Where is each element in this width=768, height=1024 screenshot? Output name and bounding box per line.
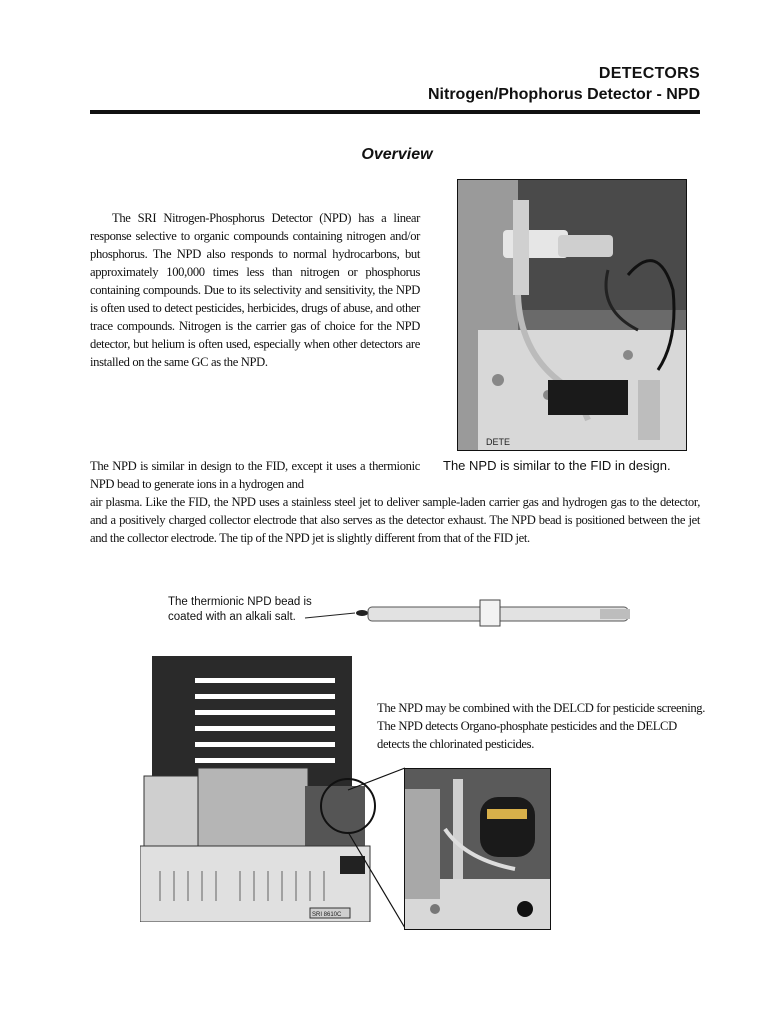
- npd-detector-photo: [457, 179, 687, 451]
- overview-paragraph-2-continued: air plasma. Like the FID, the NPD uses a stainless steel jet to deliver sample-laden carrier gas and hydrogen gas to the detector, and a positively charged collector electrode that also serves as the detector exhaust. The NPD bead is positioned between the jet and the collector electrode. The tip of the NPD jet is slightly different from that of the FID jet.: [90, 495, 700, 545]
- bead-label-line-1: The thermionic NPD bead is: [168, 596, 312, 608]
- bead-label-line-2: coated with an alkali salt.: [168, 611, 296, 623]
- page-subtitle: Nitrogen/Phophorus Detector - NPD: [427, 86, 700, 103]
- section-heading: DETECTORS: [598, 65, 700, 82]
- npd-bead-illustration: [300, 596, 635, 630]
- photo-caption: The NPD is similar to the FID in design.: [443, 458, 671, 473]
- npd-delcd-closeup-photo: [404, 768, 551, 930]
- gc-model-label: SRI 8610C: [312, 912, 342, 918]
- overview-title: Overview: [361, 146, 433, 163]
- photo-label-text: DETE: [486, 437, 511, 447]
- zoom-connector-lines: [340, 760, 410, 940]
- overview-paragraph-1: The SRI Nitrogen-Phosphorus Detector (NPD) has a linear response selective to organic compounds containing nitrogen and/or phosphorus. The NPD also responds to normal hydrocarbons, but approximately 100,000 times less than nitrogen or phosphorus containing compounds. Due to its selectivity and sensitivity, the NPD is often used to detect pesticides, herbicides, drugs of abuse, and other trace compounds. Nitrogen is the carrier gas of choice for the NPD detector, but helium is often used, especially when other detectors are installed on the same GC as the NPD.: [90, 211, 420, 369]
- npd-delcd-paragraph: The NPD may be combined with the DELCD for pesticide screening. The NPD detects Organo-phosphate pesticides and the DELCD detects the chlorinated pesticides.: [377, 701, 706, 751]
- overview-paragraph-2-start: The NPD is similar in design to the FID, except it uses a thermionic NPD bead to generate ions in a hydrogen and: [90, 459, 420, 491]
- bead-label: [168, 595, 312, 625]
- header-rule: [90, 110, 700, 114]
